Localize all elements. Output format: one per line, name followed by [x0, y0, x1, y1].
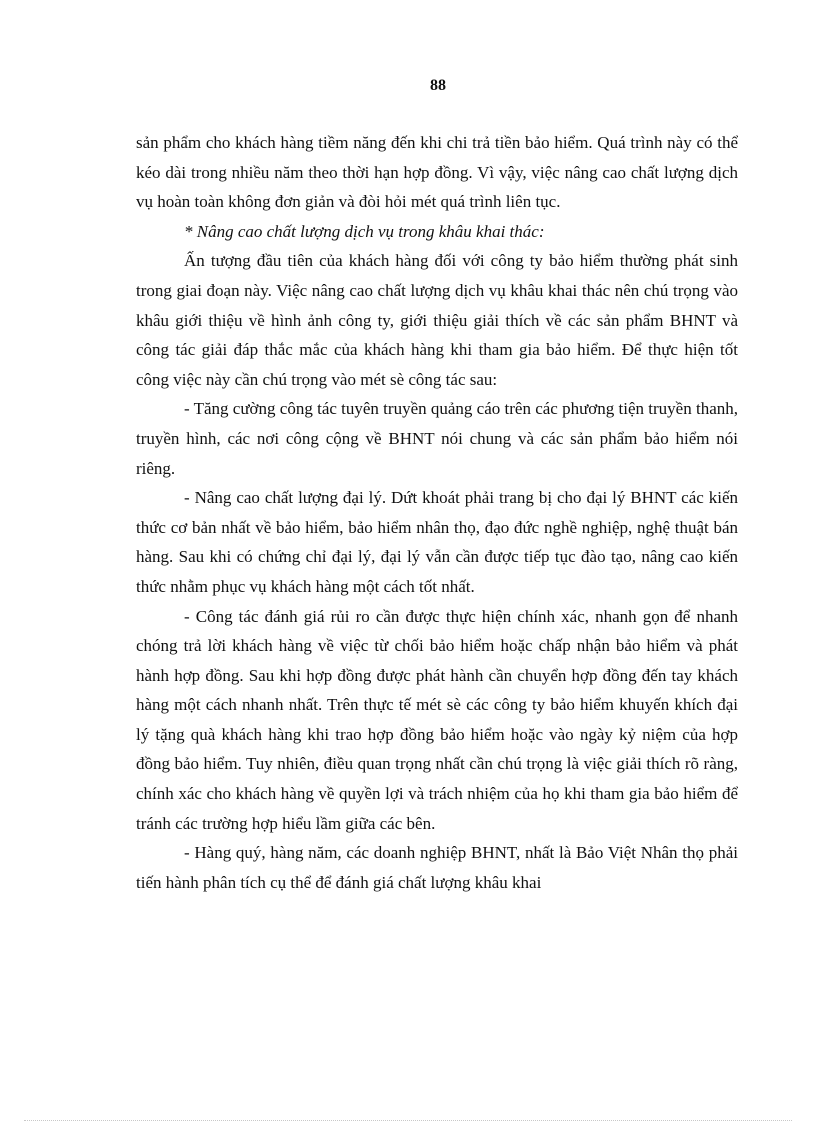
paragraph-continuation: sản phẩm cho khách hàng tiềm năng đến khi chi trả tiền bảo hiểm. Quá trình này có thể kéo dài trong nhiều năm theo thời hạn hợp đồng. Vì vậy, việc nâng cao chất lượng dịch vụ hoàn toàn không đơn giản và đòi hỏi mét quá trình liên tục.	[136, 133, 738, 212]
section-heading: * Nâng cao chất lượng dịch vụ trong khâu khai thác:	[184, 221, 545, 241]
footer-divider	[24, 1120, 792, 1121]
list-item-agent-quality: - Nâng cao chất lượng đại lý. Dứt khoát phải trang bị cho đại lý BHNT các kiến thức cơ bản nhất về bảo hiểm, bảo hiểm nhân thọ, đạo đức nghề nghiệp, nghệ thuật bán hàng. Sau khi có chứng chỉ đại lý, đại lý vẫn cần được tiếp tục đào tạo, nâng cao kiến thức nhằm phục vụ khách hàng một cách tốt nhất.	[136, 488, 738, 596]
paragraph-first-impression: Ấn tượng đầu tiên của khách hàng đối với công ty bảo hiểm thường phát sinh trong giai đoạn này. Việc nâng cao chất lượng dịch vụ khâu khai thác nên chú trọng vào khâu giới thiệu về hình ảnh công ty, giới thiệu giải thích về các sản phẩm BHNT và công tác giải đáp thắc mắc của khách hàng khi tham gia bảo hiểm. Để thực hiện tốt công việc này cần chú trọng vào mét sè công tác sau:	[136, 251, 738, 389]
body-text	[136, 128, 738, 897]
page-number: 88	[430, 77, 446, 94]
list-item-advertising: - Tăng cường công tác tuyên truyền quảng cáo trên các phương tiện truyền thanh, truyền hình, các nơi công cộng về BHNT nói chung và các sản phẩm bảo hiểm nói riêng.	[136, 399, 738, 478]
list-item-risk-assessment: - Công tác đánh giá rủi ro cần được thực hiện chính xác, nhanh gọn để nhanh chóng trả lời khách hàng về việc từ chối bảo hiểm hoặc chấp nhận bảo hiểm và phát hành hợp đồng. Sau khi hợp đồng được phát hành cần chuyển hợp đồng đến tay khách hàng một cách nhanh nhất. Trên thực tế mét sè các công ty bảo hiểm khuyến khích đại lý tặng quà khách hàng khi trao hợp đồng bảo hiểm hoặc vào ngày kỷ niệm của hợp đồng bảo hiểm. Tuy nhiên, điều quan trọng nhất cần chú trọng là việc giải thích rõ ràng, chính xác cho khách hàng về quyền lợi và trách nhiệm của họ khi tham gia bảo hiểm để tránh các trường hợp hiểu lầm giữa các bên.	[136, 606, 738, 833]
list-item-quarterly-analysis: - Hàng quý, hàng năm, các doanh nghiệp BHNT, nhất là Bảo Việt Nhân thọ phải tiến hành phân tích cụ thể để đánh giá chất lượng khâu khai	[136, 843, 738, 892]
